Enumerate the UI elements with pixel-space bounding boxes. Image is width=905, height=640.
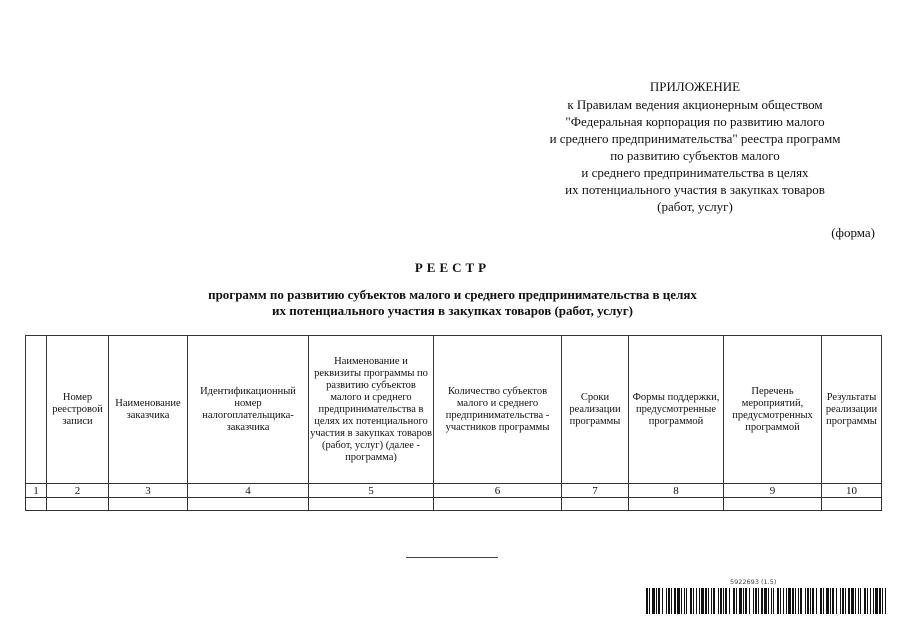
- column-number: 2: [47, 484, 109, 498]
- column-header: Сроки реализации программы: [562, 336, 629, 484]
- appendix-line: и среднего предпринимательства" реестра программ: [549, 131, 841, 146]
- appendix-block: [505, 78, 885, 215]
- form-note: (форма): [831, 225, 875, 240]
- registry-title: РЕЕСТР: [414, 260, 491, 275]
- column-header: Номер реестровой записи: [47, 336, 109, 484]
- footer-divider: [406, 557, 498, 558]
- appendix-line: (работ, услуг): [657, 199, 733, 214]
- registry-subtitle: [0, 287, 905, 319]
- appendix-line: их потенциального участия в закупках товаров: [565, 182, 825, 197]
- subtitle-line: программ по развитию субъектов малого и среднего предпринимательства в целях: [208, 287, 697, 302]
- table-cell: [188, 498, 309, 511]
- subtitle-line: их потенциального участия в закупках товаров (работ, услуг): [272, 303, 633, 318]
- column-number: 8: [629, 484, 724, 498]
- appendix-line: и среднего предпринимательства в целях: [581, 165, 809, 180]
- table-cell: [26, 498, 47, 511]
- column-number: 5: [309, 484, 434, 498]
- table-cell: [309, 498, 434, 511]
- column-number: 1: [26, 484, 47, 498]
- barcode: [646, 578, 886, 614]
- barcode-bars: [646, 588, 886, 614]
- column-number: 3: [109, 484, 188, 498]
- table-cell: [47, 498, 109, 511]
- column-number: 4: [188, 484, 309, 498]
- registry-table: [25, 335, 882, 511]
- appendix-line: по развитию субъектов малого: [610, 148, 780, 163]
- column-header: Наименование и реквизиты программы по развитию субъектов малого и среднего предпринимательства в целях их потенциального участия в закупках товаров (работ, услуг) (далее - программа): [309, 336, 434, 484]
- column-number: 7: [562, 484, 629, 498]
- column-header: Наименование заказчика: [109, 336, 188, 484]
- barcode-caption: 5922693 (1.5): [730, 578, 777, 586]
- column-header: Количество субъектов малого и среднего предпринимательства - участников программы: [434, 336, 562, 484]
- column-number-row: [26, 484, 882, 498]
- table-cell: [822, 498, 882, 511]
- table-cell: [724, 498, 822, 511]
- table-cell: [109, 498, 188, 511]
- appendix-line: к Правилам ведения акционерным обществом: [567, 97, 823, 112]
- column-number: 6: [434, 484, 562, 498]
- appendix-heading: ПРИЛОЖЕНИЕ: [649, 79, 741, 94]
- table-cell: [629, 498, 724, 511]
- column-header: Результаты реализации программы: [822, 336, 882, 484]
- column-number: 9: [724, 484, 822, 498]
- column-number: 10: [822, 484, 882, 498]
- table-row: [26, 498, 882, 511]
- column-header: [26, 336, 47, 484]
- table-cell: [434, 498, 562, 511]
- table-cell: [562, 498, 629, 511]
- appendix-line: "Федеральная корпорация по развитию малого: [565, 114, 825, 129]
- column-header: Формы поддержки, предусмотренные программой: [629, 336, 724, 484]
- column-header: Перечень мероприятий, предусмотренных программой: [724, 336, 822, 484]
- table-header-row: [26, 336, 882, 484]
- column-header: Идентификационный номер налогоплательщика-заказчика: [188, 336, 309, 484]
